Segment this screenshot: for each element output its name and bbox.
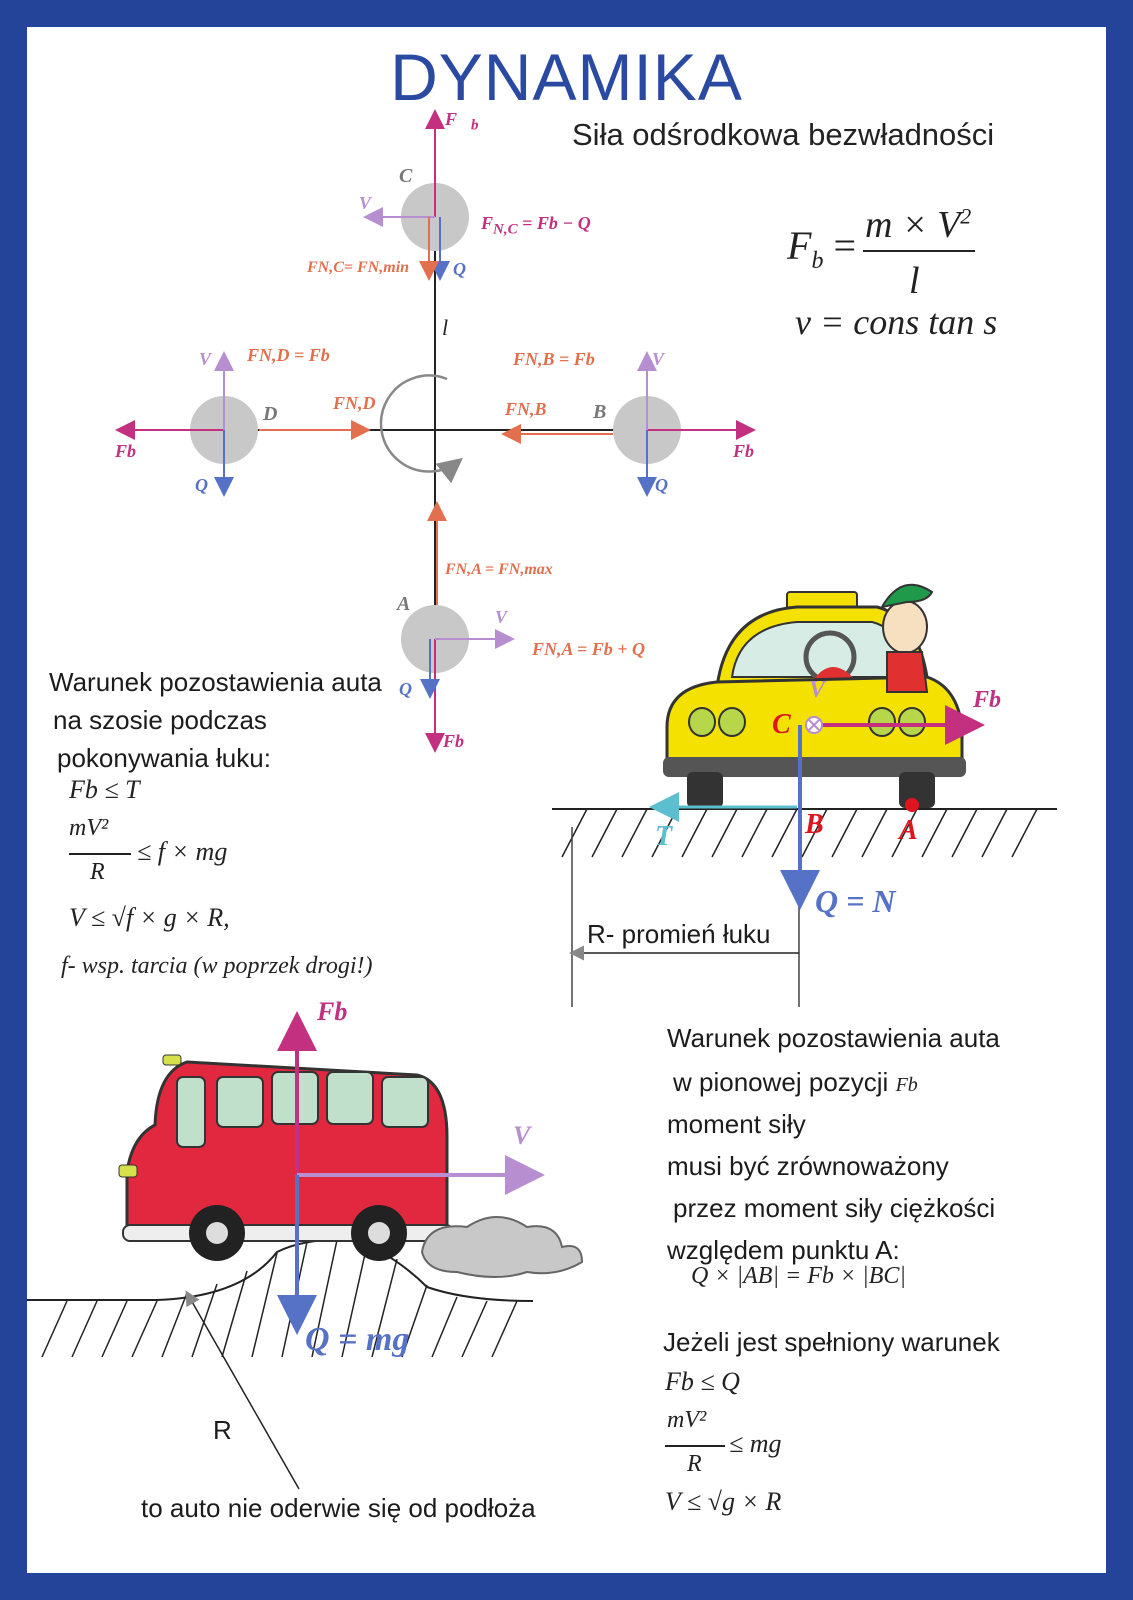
label-fb-d: Fb (115, 441, 137, 461)
condition-left-note: f- wsp. tarcia (w poprzek drogi!) (61, 953, 373, 979)
label-point-b: B (593, 401, 607, 423)
label-q-b: Q (655, 475, 668, 495)
label-point-a: A (397, 593, 411, 615)
label-v-a: V (495, 607, 508, 627)
condition-left-frac-bar (69, 853, 131, 855)
taxi-label-a: A (899, 815, 918, 846)
condition-left-line3: pokonywania łuku: (57, 743, 271, 773)
label-radius-l: l (442, 315, 449, 340)
condition-right-line5: przez moment siły ciężkości (673, 1193, 996, 1223)
taxi-label-qn: Q = N (815, 883, 896, 919)
label-q-a: Q (399, 679, 412, 699)
label-fnc-min: FN,C= FN,min (307, 259, 410, 276)
label-fna-max: FN,A = FN,max (445, 561, 553, 578)
taxi-label-fb: Fb (973, 687, 1002, 713)
condition-right-line1: Warunek pozostawienia auta (667, 1023, 1000, 1053)
label-fna-eq: FN,A = Fb + Q (532, 639, 646, 659)
page-title: DYNAMIKA (390, 40, 743, 114)
label-v-b: V (652, 349, 665, 369)
condition-left-line2: na szosie podczas (53, 705, 267, 735)
formula-numerator: $m \times V^2$ (865, 203, 972, 246)
label-fb-a: Fb (443, 731, 465, 751)
condition-left-frac-den: R (90, 859, 105, 885)
label-fb-b: Fb (733, 441, 755, 461)
condition-right-line3: moment siły (667, 1109, 806, 1139)
condition-right-line4: musi być zrównoważony (667, 1151, 949, 1181)
label-fnc-eq: $F_{N,C} = Fb - Q$ (481, 213, 591, 238)
bus-label-v: V (513, 1121, 531, 1150)
label-v-c: V (359, 193, 372, 213)
rotation-arrow (381, 376, 459, 472)
condition-right-line2: w pionowej pozycji Fb (673, 1067, 918, 1097)
formula-denominator: l (909, 260, 920, 302)
label-q-d: Q (195, 475, 208, 495)
label-fnb-eq: FN,B = Fb (513, 349, 595, 369)
condition-right-frac-num: mV² (667, 1407, 707, 1433)
taxi-label-b: B (805, 809, 824, 840)
condition-right-formula3: V ≤ √g × R (665, 1487, 782, 1516)
taxi-label-c: C (772, 709, 791, 740)
label-fnd: FN,D (333, 393, 376, 413)
bus-label-r: R (213, 1415, 232, 1445)
condition-right-line6: względem punktu A: (667, 1235, 900, 1265)
bus-label-qmg: Q = mg (305, 1321, 410, 1358)
poster (27, 27, 1106, 1573)
condition-left-line1: Warunek pozostawienia auta (49, 667, 382, 697)
taxi-radius-label: R- promień łuku (587, 919, 771, 949)
point-a-dot (905, 798, 919, 812)
taxi-label-v: V (809, 677, 826, 703)
taxi-label-t: T (655, 821, 673, 852)
condition-left-frac-num: mV² (69, 815, 109, 841)
condition-right-frac-den: R (687, 1451, 702, 1477)
label-v-d: V (199, 349, 212, 369)
formula-lhs: $F_b$ = (787, 223, 856, 274)
formula-condition: v = cons tan s (795, 302, 998, 342)
condition-right-formula1: Fb ≤ Q (665, 1367, 740, 1396)
bus-label-fb: Fb (317, 997, 348, 1026)
label-fb-c: $F⃗_b$ (445, 109, 479, 134)
label-fnb: FN,B (505, 399, 547, 419)
condition-left-formula3: V ≤ √f × g × R, (69, 903, 230, 932)
condition-right-frac-bar (665, 1445, 725, 1447)
moment-formula: Q × |AB| = Fb × |BC| (691, 1263, 906, 1289)
subtitle: Siła odśrodkowa bezwładności (572, 117, 995, 152)
bus-caption: to auto nie oderwie się od podłoża (141, 1493, 536, 1523)
condition-left-formula2: ≤ f × mg (137, 837, 228, 866)
bus-illustration (119, 1055, 582, 1277)
label-q-c: Q (453, 259, 466, 279)
label-fnd-eq: FN,D = Fb (247, 345, 330, 365)
condition-right-if: Jeżeli jest spełniony warunek (663, 1327, 1000, 1357)
label-point-d: D (263, 403, 278, 425)
condition-left-formula1: Fb ≤ T (69, 775, 140, 804)
label-point-c: C (399, 165, 413, 187)
condition-right-formula2: ≤ mg (729, 1429, 782, 1458)
bus-radius-pointer (187, 1293, 299, 1489)
